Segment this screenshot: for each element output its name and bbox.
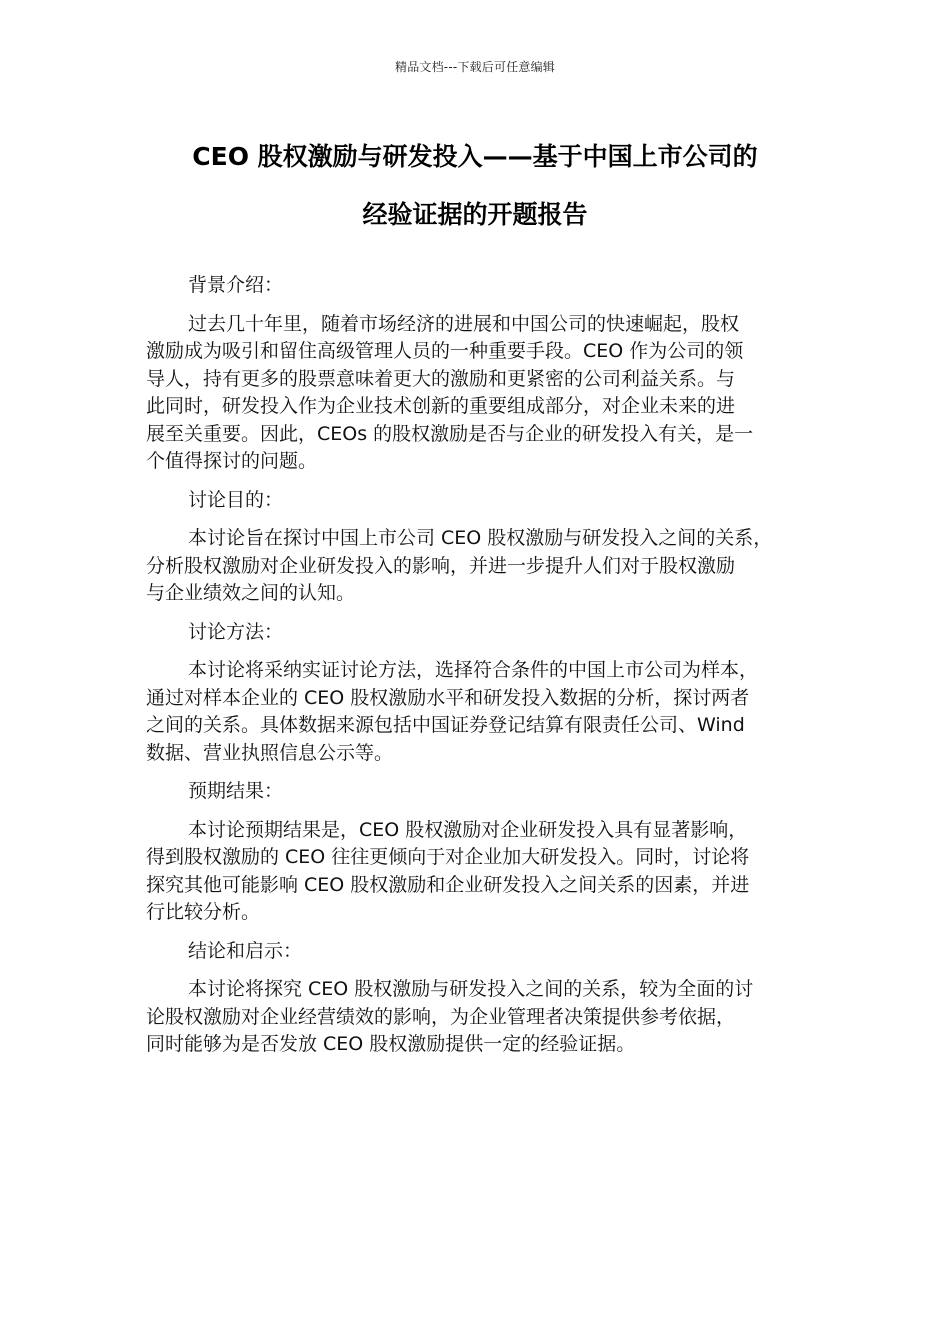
paragraph-purpose <box>146 525 808 608</box>
paragraph-line: 探究其他可能影响 CEO 股权激励和企业研发投入之间关系的因素，并进 <box>146 873 750 896</box>
paragraph-line: 数据、营业执照信息公示等。 <box>146 741 394 764</box>
section-heading-background: 背景介绍： <box>188 274 284 296</box>
document-body <box>146 272 808 1070</box>
paragraph-line: 导人，持有更多的股票意味着更大的激励和更紧密的公司利益关系。与 <box>146 367 736 390</box>
paragraph-line: 激励成为吸引和留住高级管理人员的一种重要手段。CEO 作为公司的领 <box>146 340 744 362</box>
paragraph-line: 分析股权激励对企业研发投入的影响，并进一步提升人们对于股权激励 <box>146 554 736 577</box>
paragraph-method <box>146 657 808 767</box>
paragraph-line: 本讨论旨在探讨中国上市公司 CEO 股权激励与研发投入之间的关系， <box>188 527 773 549</box>
paragraph-line: 本讨论预期结果是，CEO 股权激励对企业研发投入具有显著影响， <box>188 818 748 841</box>
paragraph-line: 过去几十年里，随着市场经济的进展和中国公司的快速崛起，股权 <box>188 312 740 335</box>
title-line-1: CEO 股权激励与研发投入——基于中国上市公司的 <box>192 142 758 171</box>
section-heading-conclusion: 结论和启示： <box>188 939 303 962</box>
paragraph-line: 得到股权激励的 CEO 往往更倾向于对企业加大研发投入。同时，讨论将 <box>146 846 750 868</box>
paragraph-line: 此同时，研发投入作为企业技术创新的重要组成部分，对企业未来的进 <box>146 395 736 417</box>
paragraph-line: 个值得探讨的问题。 <box>146 450 318 472</box>
paragraph-line: 与企业绩效之间的认知。 <box>146 582 356 604</box>
document-title <box>120 128 830 244</box>
paragraph-line: 本讨论将探究 CEO 股权激励与研发投入之间的关系，较为全面的讨 <box>188 978 754 1000</box>
paragraph-conclusion <box>146 976 808 1059</box>
header-note: 精品文档---下载后可任意编辑 <box>395 60 555 74</box>
paragraph-background <box>146 311 808 476</box>
paragraph-line: 展至关重要。因此，CEOs 的股权激励是否与企业的研发投入有关，是一 <box>146 422 754 445</box>
paragraph-line: 本讨论将采纳实证讨论方法，选择符合条件的中国上市公司为样本， <box>188 659 759 681</box>
section-heading-method: 讨论方法： <box>188 620 284 643</box>
paragraph-line: 同时能够为是否发放 CEO 股权激励提供一定的经验证据。 <box>146 1033 636 1055</box>
paragraph-expected-results <box>146 817 808 927</box>
paragraph-line: 论股权激励对企业经营绩效的影响，为企业管理者决策提供参考依据， <box>146 1005 736 1028</box>
paragraph-line: 行比较分析。 <box>146 901 261 923</box>
paragraph-line: 通过对样本企业的 CEO 股权激励水平和研发投入数据的分析，探讨两者 <box>146 686 750 709</box>
section-heading-expected-results: 预期结果： <box>188 780 284 802</box>
section-heading-purpose: 讨论目的： <box>188 488 284 511</box>
title-line-2: 经验证据的开题报告 <box>362 200 588 229</box>
paragraph-line: 之间的关系。具体数据来源包括中国证券登记结算有限责任公司、Wind <box>146 714 745 736</box>
